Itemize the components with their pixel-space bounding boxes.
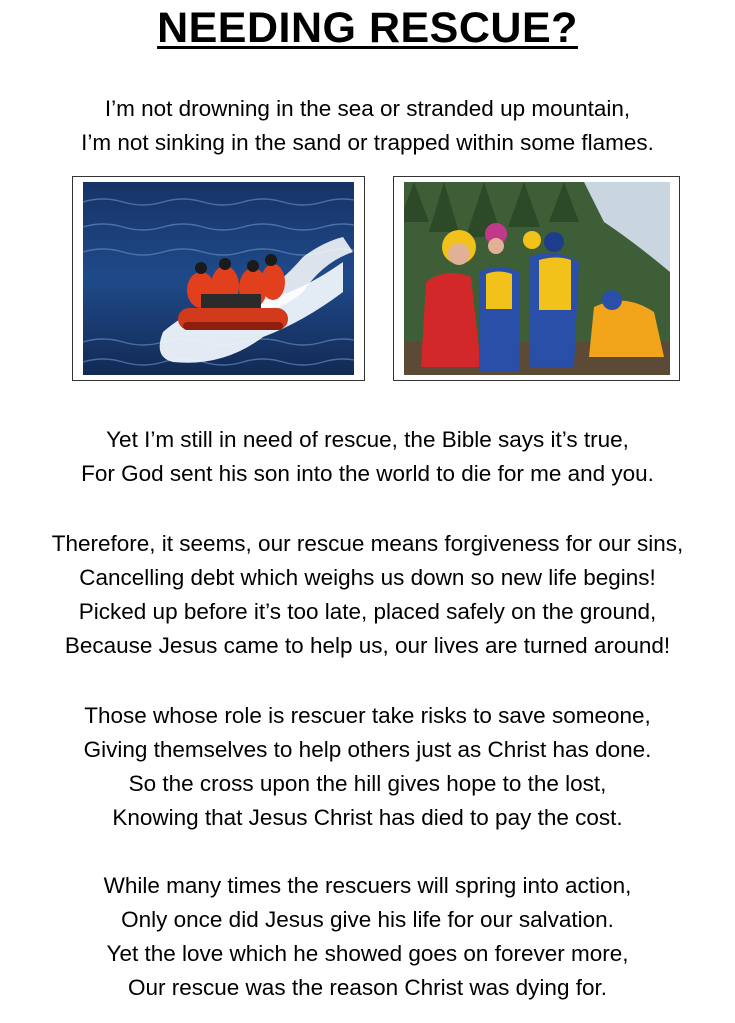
poem-line: So the cross upon the hill gives hope to the lost, [128,771,607,796]
poem-line: Picked up before it’s too late, placed safely on the ground, [78,599,657,624]
mountain-rescue-photo [393,176,680,381]
poem-line: Knowing that Jesus Christ has died to pay the cost. [112,805,623,830]
stanza-3 [0,527,735,663]
poem-line: Therefore, it seems, our rescue means forgiveness for our sins, [51,531,684,556]
poem-line: Cancelling debt which weighs us down so new life begins! [79,565,656,590]
sea-rescue-image [83,182,354,375]
poem-line: Our rescue was the reason Christ was dying for. [128,975,607,1000]
poem-line: Only once did Jesus give his life for our salvation. [121,907,614,932]
poem-line: I’m not sinking in the sand or trapped within some flames. [81,130,654,155]
poem-line: I’m not drowning in the sea or stranded up mountain, [104,96,631,121]
sea-rescue-photo [72,176,365,381]
poem-line: Yet I’m still in need of rescue, the Bible says it’s true, [106,427,629,452]
stanza-1 [0,92,735,160]
poem-line: For God sent his son into the world to die for me and you. [81,461,654,486]
poem-line: Giving themselves to help others just as Christ has done. [83,737,652,762]
stanza-5 [0,869,735,1005]
mountain-rescue-image [404,182,670,375]
stanza-4 [0,699,735,835]
poem-line: While many times the rescuers will spring into action, [103,873,632,898]
poem-line: Because Jesus came to help us, our lives are turned around! [64,633,671,658]
poem-line: Yet the love which he showed goes on forever more, [106,941,629,966]
page-title: NEEDING RESCUE? [157,4,578,52]
stanza-2 [0,423,735,491]
poem-line: Those whose role is rescuer take risks to save someone, [84,703,651,728]
